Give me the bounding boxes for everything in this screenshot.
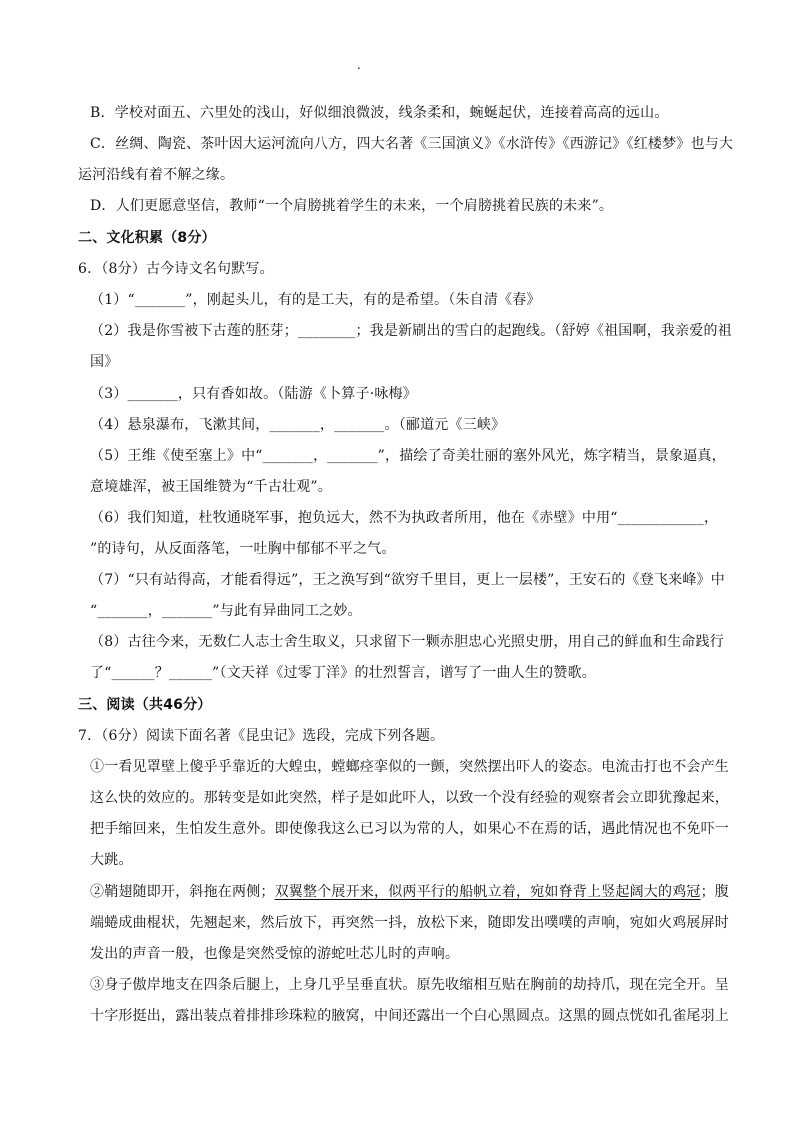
- passage-p1-line4: 大跳。: [90, 852, 133, 868]
- q6-item-5-line1: （5）王维《使至塞上》中“_______，_______”，描绘了奇美壮丽的塞外风光，炼字精当，景象逼真，: [90, 448, 726, 464]
- question-7-stem: 7．（6分）阅读下面名著《昆虫记》选段，完成下列各题。: [78, 728, 445, 744]
- passage-p2-line2: 端蜷成曲棍状，先翘起来，然后放下，再突然一抖，放松下来，随即发出噗噗的声响，宛如火鸡展屏时: [90, 915, 729, 931]
- option-c-line2: 运河沿线有着不解之缘。: [78, 167, 235, 183]
- q6-item-2-line2: 国》: [90, 354, 119, 370]
- passage-p1-line3: 把手缩回来，生怕发生意外。即使像我这么已习以为常的人，如果心不在焉的话，遇此情况也不免吓一: [90, 821, 729, 837]
- option-c-line1: C．丝绸、陶瓷、茶叶因大运河流向八方，四大名著《三国演义》《水浒传》《西游记》《红楼梦》也与大: [90, 136, 734, 152]
- q6-item-6-line2: ”的诗句，从反面落笔，一吐胸中郁郁不平之气。: [90, 541, 396, 557]
- passage-p1-line2: 这么快的效应的。那转变是如此突然，样子是如此吓人，以致一个没有经验的观察者会立即犹豫起来，: [90, 790, 729, 806]
- question-6-stem: 6．（8分）古今诗文名句默写。: [78, 261, 274, 277]
- q6-item-4: （4）悬泉瀑布，飞漱其间，_______，_______。（郦道元《三峡》: [90, 417, 506, 433]
- p2-text-post: ；腹: [700, 884, 730, 900]
- q6-item-3: （3）_______，只有香如故。（陆游《卜算子·咏梅》: [90, 386, 417, 402]
- passage-p2-line3: 发出的声音一般，也像是突然受惊的游蛇吐芯儿时的声响。: [90, 946, 460, 962]
- passage-p1-line1: ①一看见罩壁上傻乎乎靠近的大蝗虫，螳螂痉挛似的一颤，突然摆出吓人的姿态。电流击打也不会产生: [90, 759, 729, 775]
- q6-item-2-line1: （2）我是你雪被下古莲的胚芽；________；我是新刷出的雪白的起跑线。（舒婷《祖国啊，我亲爱的祖: [90, 323, 732, 339]
- option-d: D．人们更愿意坚信，教师“一个肩膀挑着学生的未来，一个肩膀挑着民族的未来”。: [90, 198, 614, 214]
- section-2-title: 二、文化积累（8分）: [78, 230, 216, 246]
- q6-item-7-line2: “_______，_______”与此有异曲同工之妙。: [90, 603, 362, 619]
- p2-underlined-sentence: 双翼整个展开来，似两平行的船帆立着，宛如脊背上竖起阔大的鸡冠: [274, 884, 701, 900]
- q6-item-7-line1: （7）“只有站得高，才能看得远”，王之涣写到“欲穷千里目，更上一层楼”，王安石的《登飞来峰》中: [90, 572, 725, 588]
- passage-p3-line2: 十字形挺出，露出装点着排排珍珠粒的腋窝，中间还露出一个白心黑圆点。这黑的圆点恍如孔雀尾羽上: [90, 1008, 729, 1024]
- q6-item-1: （1）“_______”，刚起头儿，有的是工夫，有的是希望。（朱自清《春》: [90, 292, 541, 308]
- passage-p2-line1: [90, 883, 729, 901]
- section-3-title: 三、阅读（共46分）: [78, 697, 212, 713]
- option-b: B．学校对面五、六里处的浅山，好似细浪微波，线条柔和，蜿蜒起伏，连接着高高的远山。: [90, 105, 669, 121]
- q6-item-8-line1: （8）古往今来，无数仁人志士舍生取义，只求留下一颗赤胆忠心光照史册，用自己的鲜血和生命践行: [90, 634, 724, 650]
- p2-text-pre: ②鞘翅随即开，斜拖在两侧；: [90, 884, 275, 900]
- q6-item-6-line1: （6）我们知道，杜牧通晓军事，抱负远大，然不为执政者所用，他在《赤壁》中用“____________，: [90, 510, 719, 526]
- q6-item-8-line2: 了“______？______”（文天祥《过零丁洋》的壮烈誓言，谱写了一曲人生的赞歌。: [90, 665, 596, 681]
- q6-item-5-line2: 意境雄浑，被王国维赞为“千古壮观”。: [90, 479, 332, 495]
- header-dot: .: [357, 58, 361, 72]
- passage-p3-line1: ③身子傲岸地支在四条后腿上，上身几乎呈垂直状。原先收缩相互贴在胸前的劫持爪，现在完全开。呈: [90, 977, 729, 993]
